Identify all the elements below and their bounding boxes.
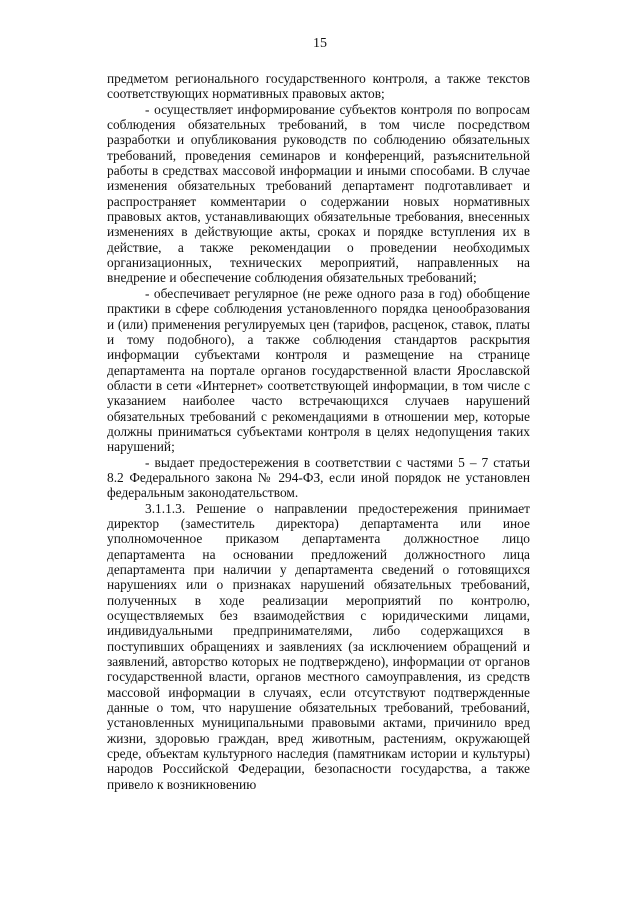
document-body (107, 71, 530, 792)
paragraph-generalization: - обеспечивает регулярное (не реже одного раза в год) обобщение практики в сфере соблюдения установленного порядка ценообразования и (или) применения регулируемых цен (тарифов, расценок, ставок, платы и тому подобного), а также соблюдения стандартов раскрытия информации субъектами контроля и размещение на странице департамента на портале органов государственной власти Ярославской области в сети «Интернет» соответствующей информации, в том числе с указанием наиболее часто встречающихся случаев нарушений обязательных требований с рекомендациями в отношении мер, которые должны приниматься субъектами контроля в целях недопущения таких нарушений; (107, 285, 530, 455)
page-number: 15 (313, 36, 327, 51)
paragraph-3-1-1-3: 3.1.1.3. Решение о направлении предостережения принимает директор (заместитель директора) департамента или иное уполномоченное приказом департамента должностное лицо департамента на основании предложений должностного лица департамента при наличии у департамента сведений о готовящихся нарушениях или о признаках нарушений обязательных требований, полученных в ходе реализации мероприятий по контролю, осуществляемых без взаимодействия с юридическими лицами, индивидуальными предпринимателями, либо содержащихся в поступивших обращениях и заявлениях (за исключением обращений и заявлений, авторство которых не подтверждено), информации от органов государственной власти, органов местного самоуправления, из средств массовой информации в случаях, если отсутствуют подтвержденные данные о том, что нарушение обязательных требований, требований, установленных муниципальными правовыми актами, причинило вред жизни, здоровью граждан, вред животным, растениям, окружающей среде, объектам культурного наследия (памятникам истории и культуры) народов Российской Федерации, безопасности государства, а также привело к возникновению (107, 500, 530, 792)
paragraph-informing: - осуществляет информирование субъектов контроля по вопросам соблюдения обязательных требований, в том числе посредством разработки и опубликования руководств по соблюдению обязательных требований, проведения семинаров и конференций, разъяснительной работы в средствах массовой информации и иными способами. В случае изменения обязательных требований департамент подготавливает и распространяет комментарии о содержании новых нормативных правовых актов, устанавливающих обязательные требования, внесенных изменениях в действующие акты, сроках и порядке вступления их в действие, а также рекомендации о проведении необходимых организационных, технических мероприятий, направленных на внедрение и обеспечение соблюдения обязательных требований; (107, 101, 530, 286)
paragraph-warnings: - выдает предостережения в соответствии с частями 5 – 7 статьи 8.2 Федерального закона № 294-ФЗ, если иной порядок не установлен федеральным законодательством. (107, 454, 530, 501)
paragraph-continuation: предметом регионального государственного контроля, а также текстов соответствующих нормативных правовых актов; (107, 71, 530, 102)
